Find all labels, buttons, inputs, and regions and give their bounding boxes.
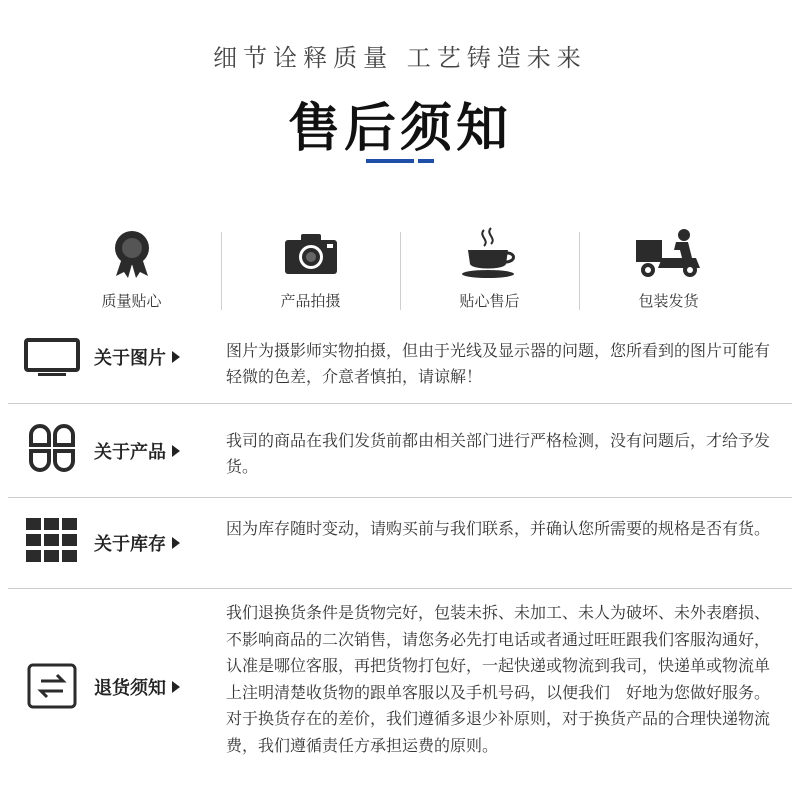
section-returns [14,600,786,790]
section-label: 退货须知 [94,674,180,700]
page-title: 售后须知 [287,99,512,159]
section-text: 图片为摄影师实物拍摄，但由于光线及显示器的问题，您所看到的图片可能有轻微的色差，介意者慎拍，请谅解！ [226,341,771,386]
feature-label: 产品拍摄 [280,292,341,310]
feature-label: 包装发货 [638,292,699,310]
camera-icon [276,228,346,280]
section-pictures [14,330,786,400]
exchange-arrows-icon [24,658,80,714]
page-subtitle: 细节诠释质量 工艺铸造未来 [213,44,587,72]
feature-label: 贴心售后 [459,292,520,310]
play-triangle-icon [172,681,180,693]
divider [8,403,792,404]
feature-shipping [579,228,758,314]
four-petal-grid-icon [24,420,80,476]
section-inventory [14,512,786,582]
divider [8,497,792,498]
delivery-scooter-icon [634,228,704,280]
feature-photo [221,228,400,314]
feature-aftersales [400,228,579,314]
inventory-grid-icon [24,512,80,568]
feature-quality [42,228,221,314]
play-triangle-icon [172,537,180,549]
section-text: 我司的商品在我们发货前都由相关部门进行严格检测，没有问题后，才给予发货。 [226,431,771,476]
award-ribbon-icon [97,228,167,280]
divider [8,588,792,589]
section-label: 关于图片 [94,344,180,370]
play-triangle-icon [172,351,180,363]
feature-label: 质量贴心 [101,292,162,310]
section-text: 我们退换货条件是货物完好，包装未拆、未加工、未人为破坏、未外表磨损、不影响商品的二次销售，请您务必先打电话或者通过旺旺跟我们客服沟通好，认准是哪位客服，再把货物打包好，一起快递或物流到我司，快递单或物流单上注明清楚收货物的跟单客服以及手机号码，以便我们 好地为您做好服务。对于换货存在的差价，我们遵循多退少补原则，对于换货产品的合理快递物流费，我们遵循责任方承担运费的原则。 [226,603,771,755]
feature-strip [42,228,758,314]
title-accent-bar [366,159,414,163]
section-text: 因为库存随时变动，请购买前与我们联系，并确认您所需要的规格是否有货。 [226,519,771,538]
title-accent-dot [418,159,434,163]
section-label: 关于库存 [94,530,180,556]
section-label: 关于产品 [94,438,180,464]
monitor-icon [24,330,80,386]
hot-coffee-cup-icon [455,228,525,280]
section-products [14,420,786,490]
play-triangle-icon [172,445,180,457]
